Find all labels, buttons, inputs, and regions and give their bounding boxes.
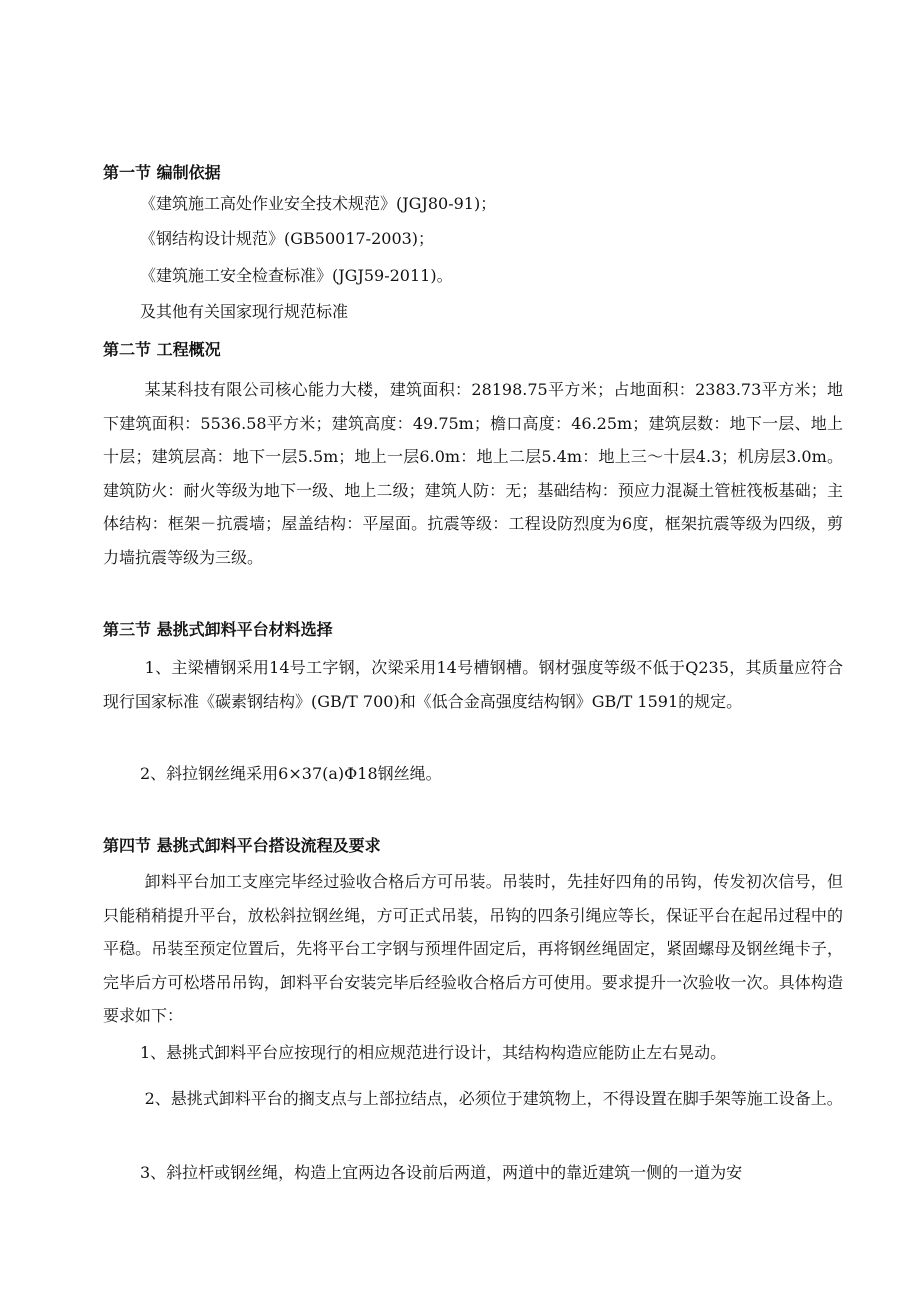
erection-process-paragraph: 卸料平台加工支座完毕经过验收合格后方可吊装。吊装时，先挂好四角的吊钩，传发初次信号，但只能稍稍提升平台，放松斜拉钢丝绳，方可正式吊装，吊钩的四条引绳应等长，保证平台在起吊过程中的平稳。吊装至预定位置后，先将平台工字钢与预埋件固定后，再将钢丝绳固定，紧固螺母及钢丝绳卡子，完毕后方可松塔吊吊钩，卸料平台安装完毕后经验收合格后方可使用。要求提升一次验收一次。具体构造要求如下： <box>103 872 843 1026</box>
reference-item: 及其他有关国家现行规范标准 <box>140 302 349 321</box>
project-overview-paragraph: 某某科技有限公司核心能力大楼，建筑面积：28198.75平方米；占地面积：2383.73平方米；地下建筑面积：5536.58平方米；建筑高度：49.75m；檐口高度：46.25m；建筑层数：地下一层、地上十层；建筑层高：地下一层5.5m；地上一层6.0m：地上二层5.4m：地上三～十层4.3；机房层3.0m。建筑防火：耐火等级为地下一级、地上二级；建筑人防：无；基础结构：预应力混凝土管桩筏板基础；主体结构：框架－抗震墙；屋盖结构：平屋面。抗震等级：工程设防烈度为6度，框架抗震等级为四级，剪力墙抗震等级为三级。 <box>103 380 843 567</box>
requirement-item-3: 3、斜拉杆或钢丝绳，构造上宜两边各设前后两道，两道中的靠近建筑一侧的一道为安 <box>140 1163 743 1182</box>
reference-item: 《建筑施工安全检查标准》(JGJ59-2011)。 <box>140 266 453 285</box>
requirement-item-2: 2、悬挑式卸料平台的搁支点与上部拉结点，必须位于建筑物上，不得设置在脚手架等施工设备上。 <box>144 1089 843 1108</box>
section-4-title: 第四节 悬挑式卸料平台搭设流程及要求 <box>103 836 381 855</box>
section-1-title: 第一节 编制依据 <box>103 163 221 182</box>
reference-item: 《钢结构设计规范》(GB50017-2003)； <box>140 229 435 248</box>
material-item-1: 1、主梁槽钢采用14号工字钢，次梁采用14号槽钢槽。钢材强度等级不低于Q235，其质量应符合现行国家标准《碳素钢结构》(GB/T 700)和《低合金高强度结构钢》GB/T 1591的规定。 <box>103 658 843 711</box>
reference-item: 《建筑施工高处作业安全技术规范》(JGJ80-91)； <box>140 194 497 213</box>
section-3-title: 第三节 悬挑式卸料平台材料选择 <box>103 620 333 639</box>
material-item-2: 2、斜拉钢丝绳采用6×37(a)Φ18钢丝绳。 <box>140 764 442 783</box>
section-2-title: 第二节 工程概况 <box>103 340 221 359</box>
requirement-item-1: 1、悬挑式卸料平台应按现行的相应规范进行设计，其结构构造应能防止左右晃动。 <box>140 1043 727 1062</box>
